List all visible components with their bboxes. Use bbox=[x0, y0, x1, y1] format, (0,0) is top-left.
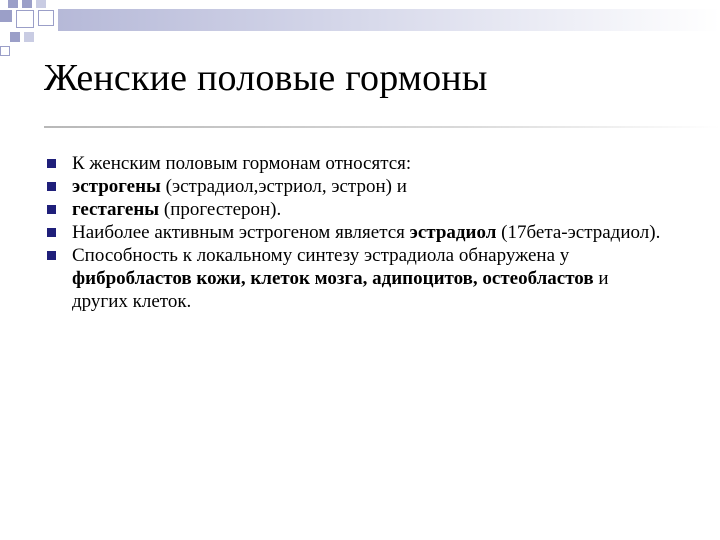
slide-title: Женские половые гормоны bbox=[44, 57, 488, 99]
bullet-text-bold: эстрадиол bbox=[409, 222, 497, 243]
bullet-text: (прогестерон). bbox=[159, 199, 282, 220]
square-bullet-icon bbox=[47, 182, 56, 191]
square-bullet-icon bbox=[47, 228, 56, 237]
square-bullet-icon bbox=[47, 251, 56, 260]
corner-decoration bbox=[0, 0, 720, 60]
bullet-text: К женским половым гормонам относятся: bbox=[72, 153, 412, 174]
decor-square bbox=[10, 32, 20, 42]
header-band bbox=[58, 9, 720, 31]
title-divider bbox=[44, 126, 720, 128]
bullet-item bbox=[44, 152, 664, 175]
decor-square bbox=[24, 32, 34, 42]
bullet-item bbox=[44, 244, 664, 313]
bullet-text: Наиболее активным эстрогеном является bbox=[72, 222, 410, 243]
bullet-item bbox=[44, 198, 664, 221]
decor-square bbox=[38, 10, 54, 26]
bullet-text-bold: гестагены bbox=[72, 199, 160, 220]
decor-square bbox=[8, 0, 18, 8]
square-bullet-icon bbox=[47, 159, 56, 168]
bullet-item bbox=[44, 175, 664, 198]
square-bullet-icon bbox=[47, 205, 56, 214]
decor-square bbox=[0, 46, 10, 56]
bullet-text: (17бета-эстрадиол). bbox=[496, 222, 661, 243]
bullet-item bbox=[44, 221, 664, 244]
bullet-text-bold: фибробластов кожи, клеток мозга, адипоцитов, остеобластов bbox=[72, 268, 594, 289]
decor-square bbox=[36, 0, 46, 8]
bullet-text: Способность к локальному синтезу эстрадиола обнаружена у bbox=[72, 245, 570, 266]
bullet-text: (эстрадиол,эстриол, эстрон) и bbox=[160, 176, 407, 197]
bullet-text-bold: эстрогены bbox=[72, 176, 161, 197]
bullet-text: и других клеток. bbox=[72, 268, 609, 312]
decor-square bbox=[0, 10, 12, 22]
decor-square bbox=[16, 10, 34, 28]
decor-square bbox=[22, 0, 32, 8]
bullet-list bbox=[44, 152, 664, 313]
